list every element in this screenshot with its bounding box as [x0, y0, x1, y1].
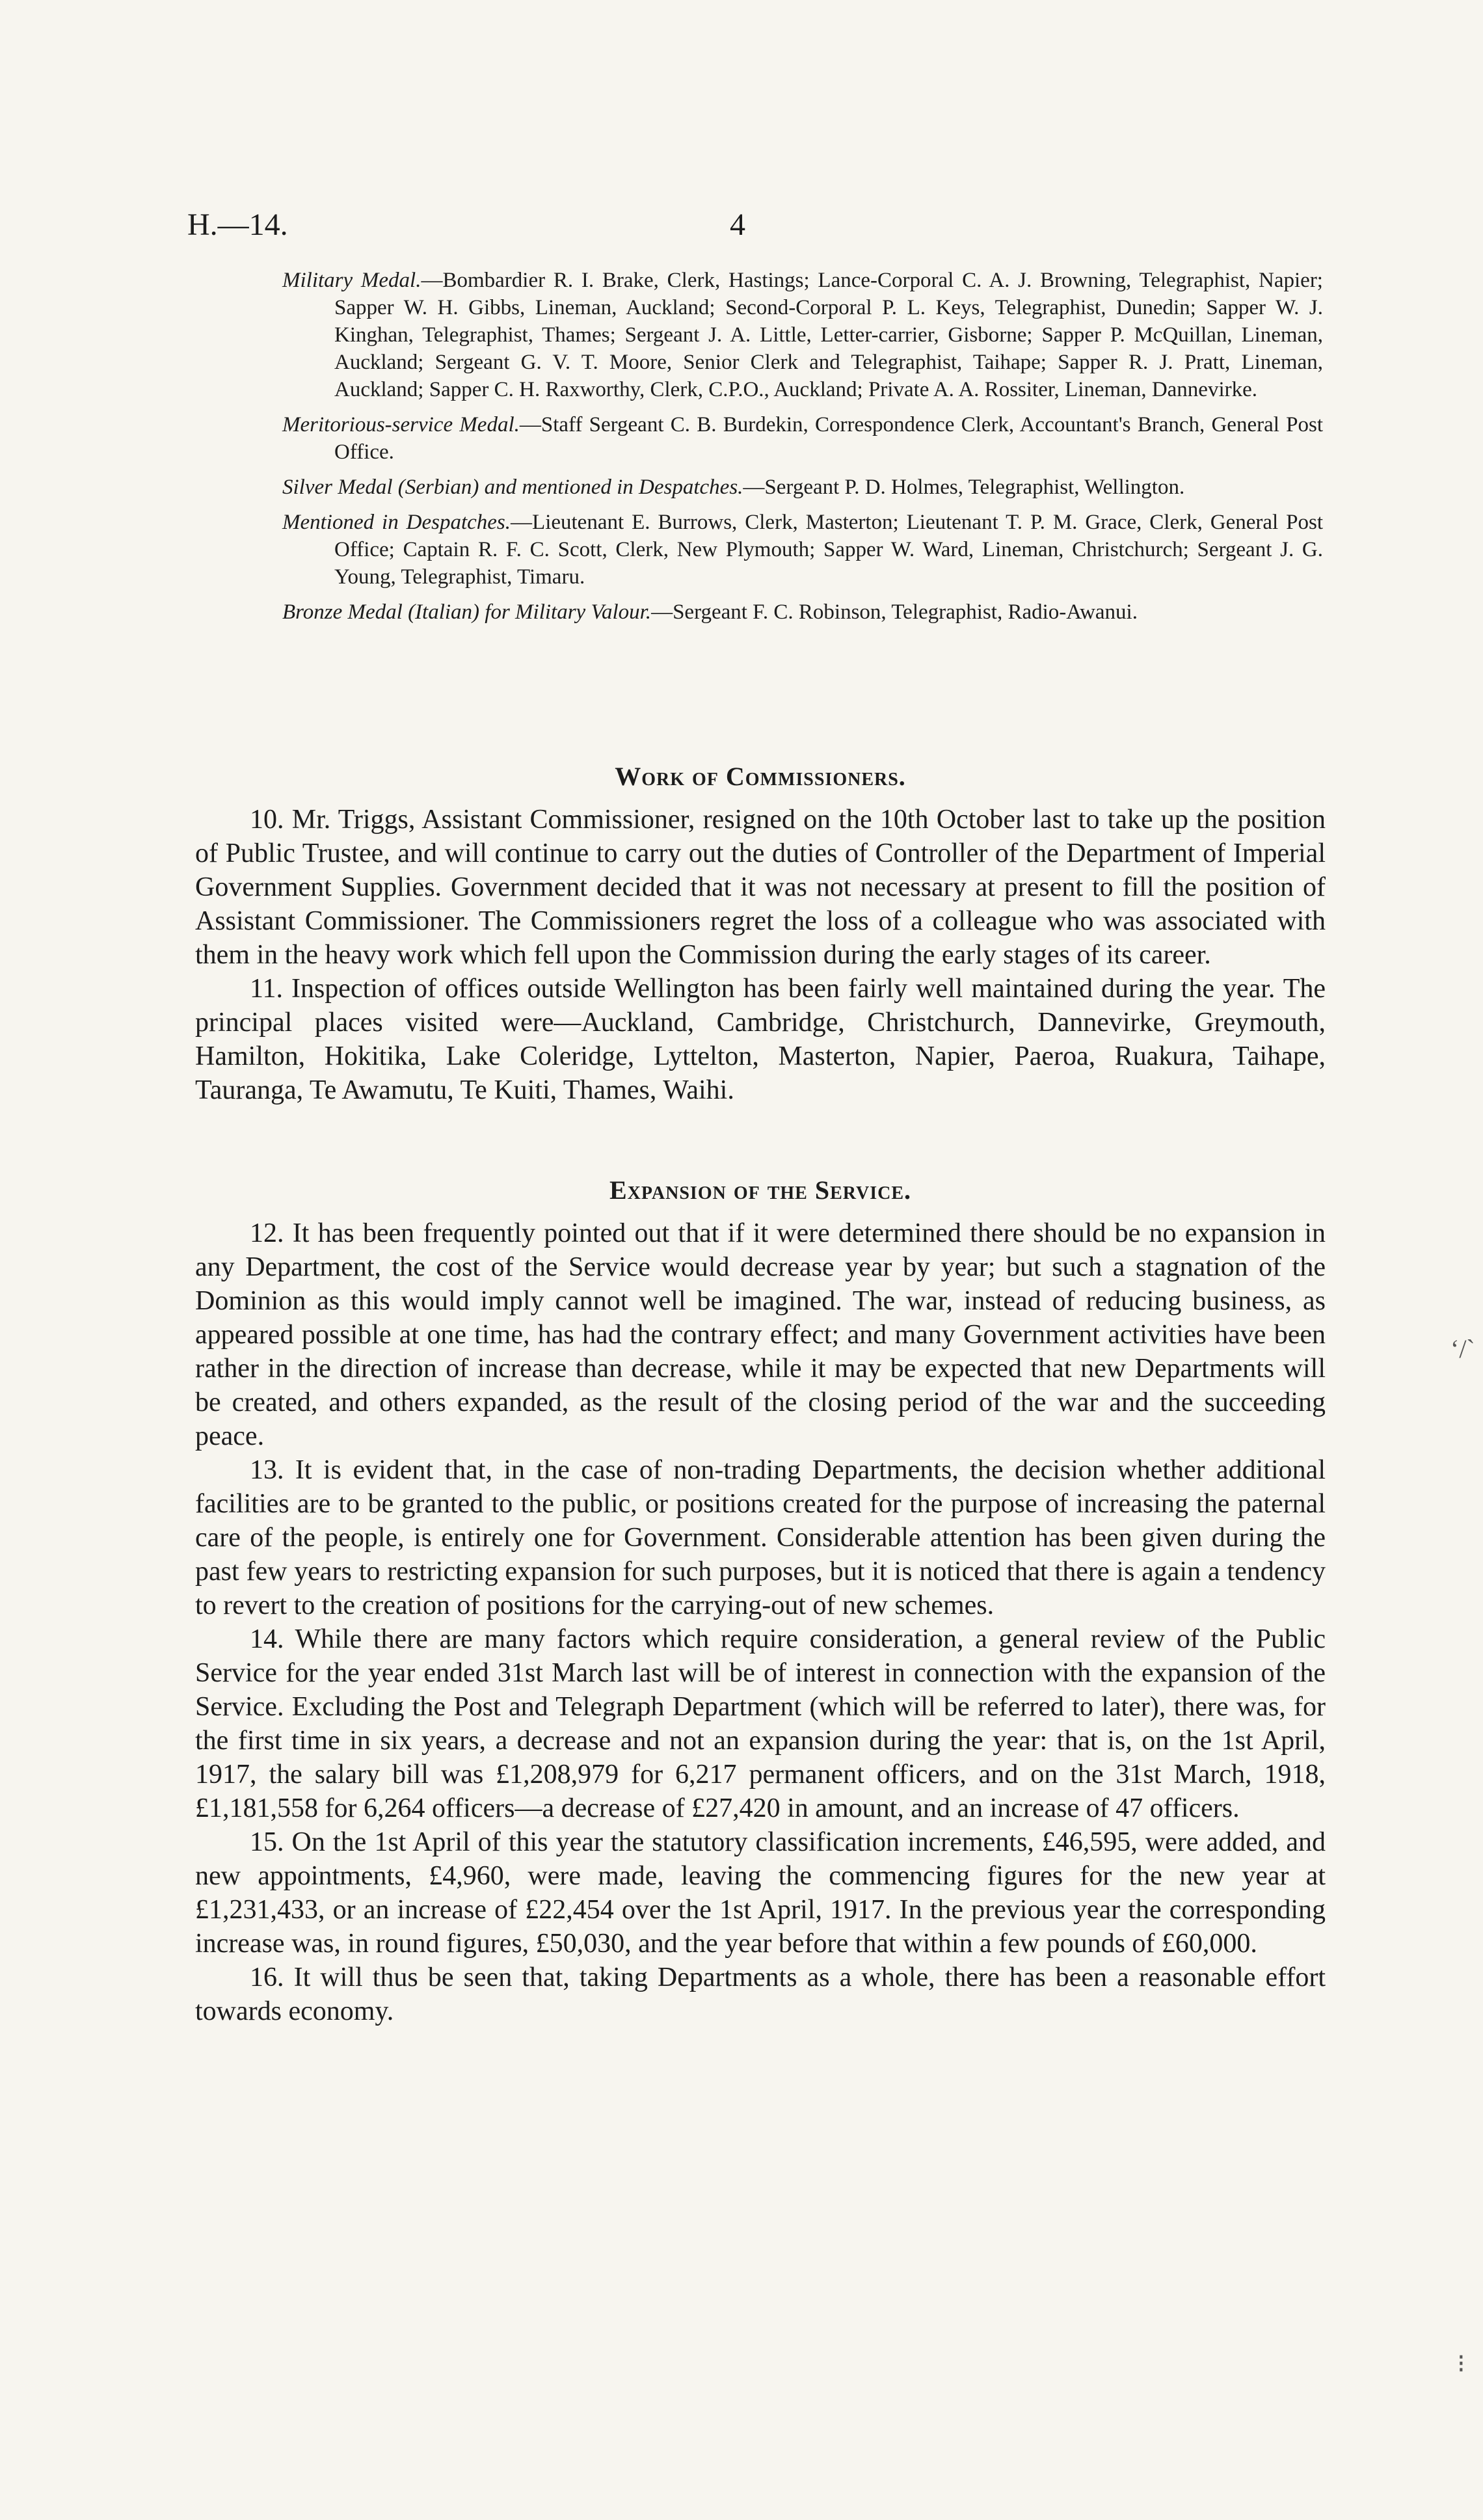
section-work-of-commissioners: [195, 760, 1326, 1107]
award-recipients: —Sergeant P. D. Holmes, Telegraphist, Wellington.: [743, 476, 1185, 499]
award-recipients: —Lieutenant E. Burrows, Clerk, Masterton; Lieutenant T. P. M. Grace, Clerk, General Post Office; Captain R. F. C. Scott, Clerk, New Plymouth; Sapper W. Ward, Lineman, Christchurch; Sergeant J. G. Young, Telegraphist, Timaru.: [334, 511, 1323, 589]
paragraph-15: 15. On the 1st April of this year the statutory classification increments, £46,595, were added, and new appointments, £4,960, were made, leaving the commencing figures for the new year at £1,231,433, or an increase of £22,454 over the 1st April, 1917. In the previous year the corresponding increase was, in round figures, £50,030, and the year before that within a few pounds of £60,000.: [195, 1827, 1326, 1959]
award-entry: [282, 267, 1323, 403]
paragraph-12: 12. It has been frequently pointed out that if it were determined there should be no expansion in any Department, the cost of the Service would decrease year by year; but such a stagnation of the Dominion as this would imply cannot well be imagined. The war, instead of reducing business, as appeared possible at one time, has had the contrary effect; and many Government activities have been rather in the direction of increase than decrease, while it may be expected that new Departments will be created, and others expanded, as the result of the closing period of the war and the succeeding peace.: [195, 1218, 1326, 1451]
award-title: Meritorious-service Medal.: [282, 413, 520, 436]
paragraph-10: 10. Mr. Triggs, Assistant Commissioner, resigned on the 10th October last to take up the position of Public Trustee, and will continue to carry out the duties of Controller of the Department of Imperial Government Supplies. Government decided that it was not necessary at present to fill the position of Assistant Commissioner. The Commissioners regret the loss of a colleague who was associated with them in the heavy work which fell upon the Commission during the early stages of its career.: [195, 805, 1326, 970]
award-entry: [282, 474, 1323, 501]
section-heading: Work of Commissioners.: [615, 762, 906, 791]
paragraph-11: 11. Inspection of offices outside Wellington has been fairly well maintained during the year. The principal places visited were—Auckland, Cambridge, Christchurch, Dannevirke, Greymouth, Hamilton, Hokitika, Lake Coleridge, Lyttelton, Masterton, Napier, Paeroa, Ruakura, Taihape, Tauranga, Te Awamutu, Te Kuiti, Thames, Waihi.: [195, 974, 1326, 1105]
award-title: Military Medal.: [282, 269, 421, 292]
paragraph-13: 13. It is evident that, in the case of non-trading Departments, the decision whether additional facilities are to be granted to the public, or positions created for the purpose of increasing the paternal care of the people, is entirely one for Government. Considerable attention has been given during the past few years to restricting expansion for such purposes, but it is noticed that there is again a tendency to revert to the creation of positions for the carrying-out of new schemes.: [195, 1455, 1326, 1620]
award-recipients: —Bombardier R. I. Brake, Clerk, Hastings; Lance-Corporal C. A. J. Browning, Telegraphist, Napier; Sapper W. H. Gibbs, Lineman, Auckland; Second-Corporal P. L. Keys, Telegraphist, Dunedin; Sapper W. J. Kinghan, Telegraphist, Thames; Sergeant J. A. Little, Letter-carrier, Gisborne; Sapper P. McQuillan, Lineman, Auckland; Sergeant G. V. T. Moore, Senior Clerk and Telegraphist, Taihape; Sapper R. J. Pratt, Lineman, Auckland; Sapper C. H. Raxworthy, Clerk, C.P.O., Auckland; Private A. A. Rossiter, Lineman, Dannevirke.: [334, 269, 1323, 401]
section-expansion-of-service: [195, 1173, 1326, 2028]
margin-mark-icon: ʻ/ˋ: [1450, 1334, 1475, 1363]
award-title: Silver Medal (Serbian) and mentioned in Despatches.: [282, 476, 743, 499]
document-reference: H.—14.: [187, 208, 288, 242]
paragraph-14: 14. While there are many factors which require consideration, a general review of the Public Service for the year ended 31st March last will be of interest in connection with the expansion of the Service. Excluding the Post and Telegraph Department (which will be referred to later), there was, for the first time in six years, a decrease and not an expansion during the year: that is, on the 1st April, 1917, the salary bill was £1,208,979 for 6,217 permanent officers, and on the 31st March, 1918, £1,181,558 for 6,264 officers—a decrease of £27,420 in amount, and an increase of 47 officers.: [195, 1624, 1326, 1823]
award-entry: [282, 411, 1323, 466]
award-entry: [282, 598, 1323, 626]
award-entry: [282, 509, 1323, 591]
paragraph-16: 16. It will thus be seen that, taking Departments as a whole, there has been a reasonable effort towards economy.: [195, 1963, 1326, 2026]
section-heading: Expansion of the Service.: [609, 1175, 912, 1205]
award-title: Mentioned in Despatches.: [282, 511, 511, 534]
award-title: Bronze Medal (Italian) for Military Valour.: [282, 600, 652, 624]
award-recipients: —Sergeant F. C. Robinson, Telegraphist, Radio-Awanui.: [651, 600, 1138, 624]
awards-list: [282, 267, 1323, 634]
award-recipients: —Staff Sergeant C. B. Burdekin, Correspondence Clerk, Accountant's Branch, General Post Office.: [334, 413, 1323, 464]
margin-mark-icon: ⁝: [1457, 2349, 1465, 2378]
page-number: 4: [730, 208, 745, 242]
